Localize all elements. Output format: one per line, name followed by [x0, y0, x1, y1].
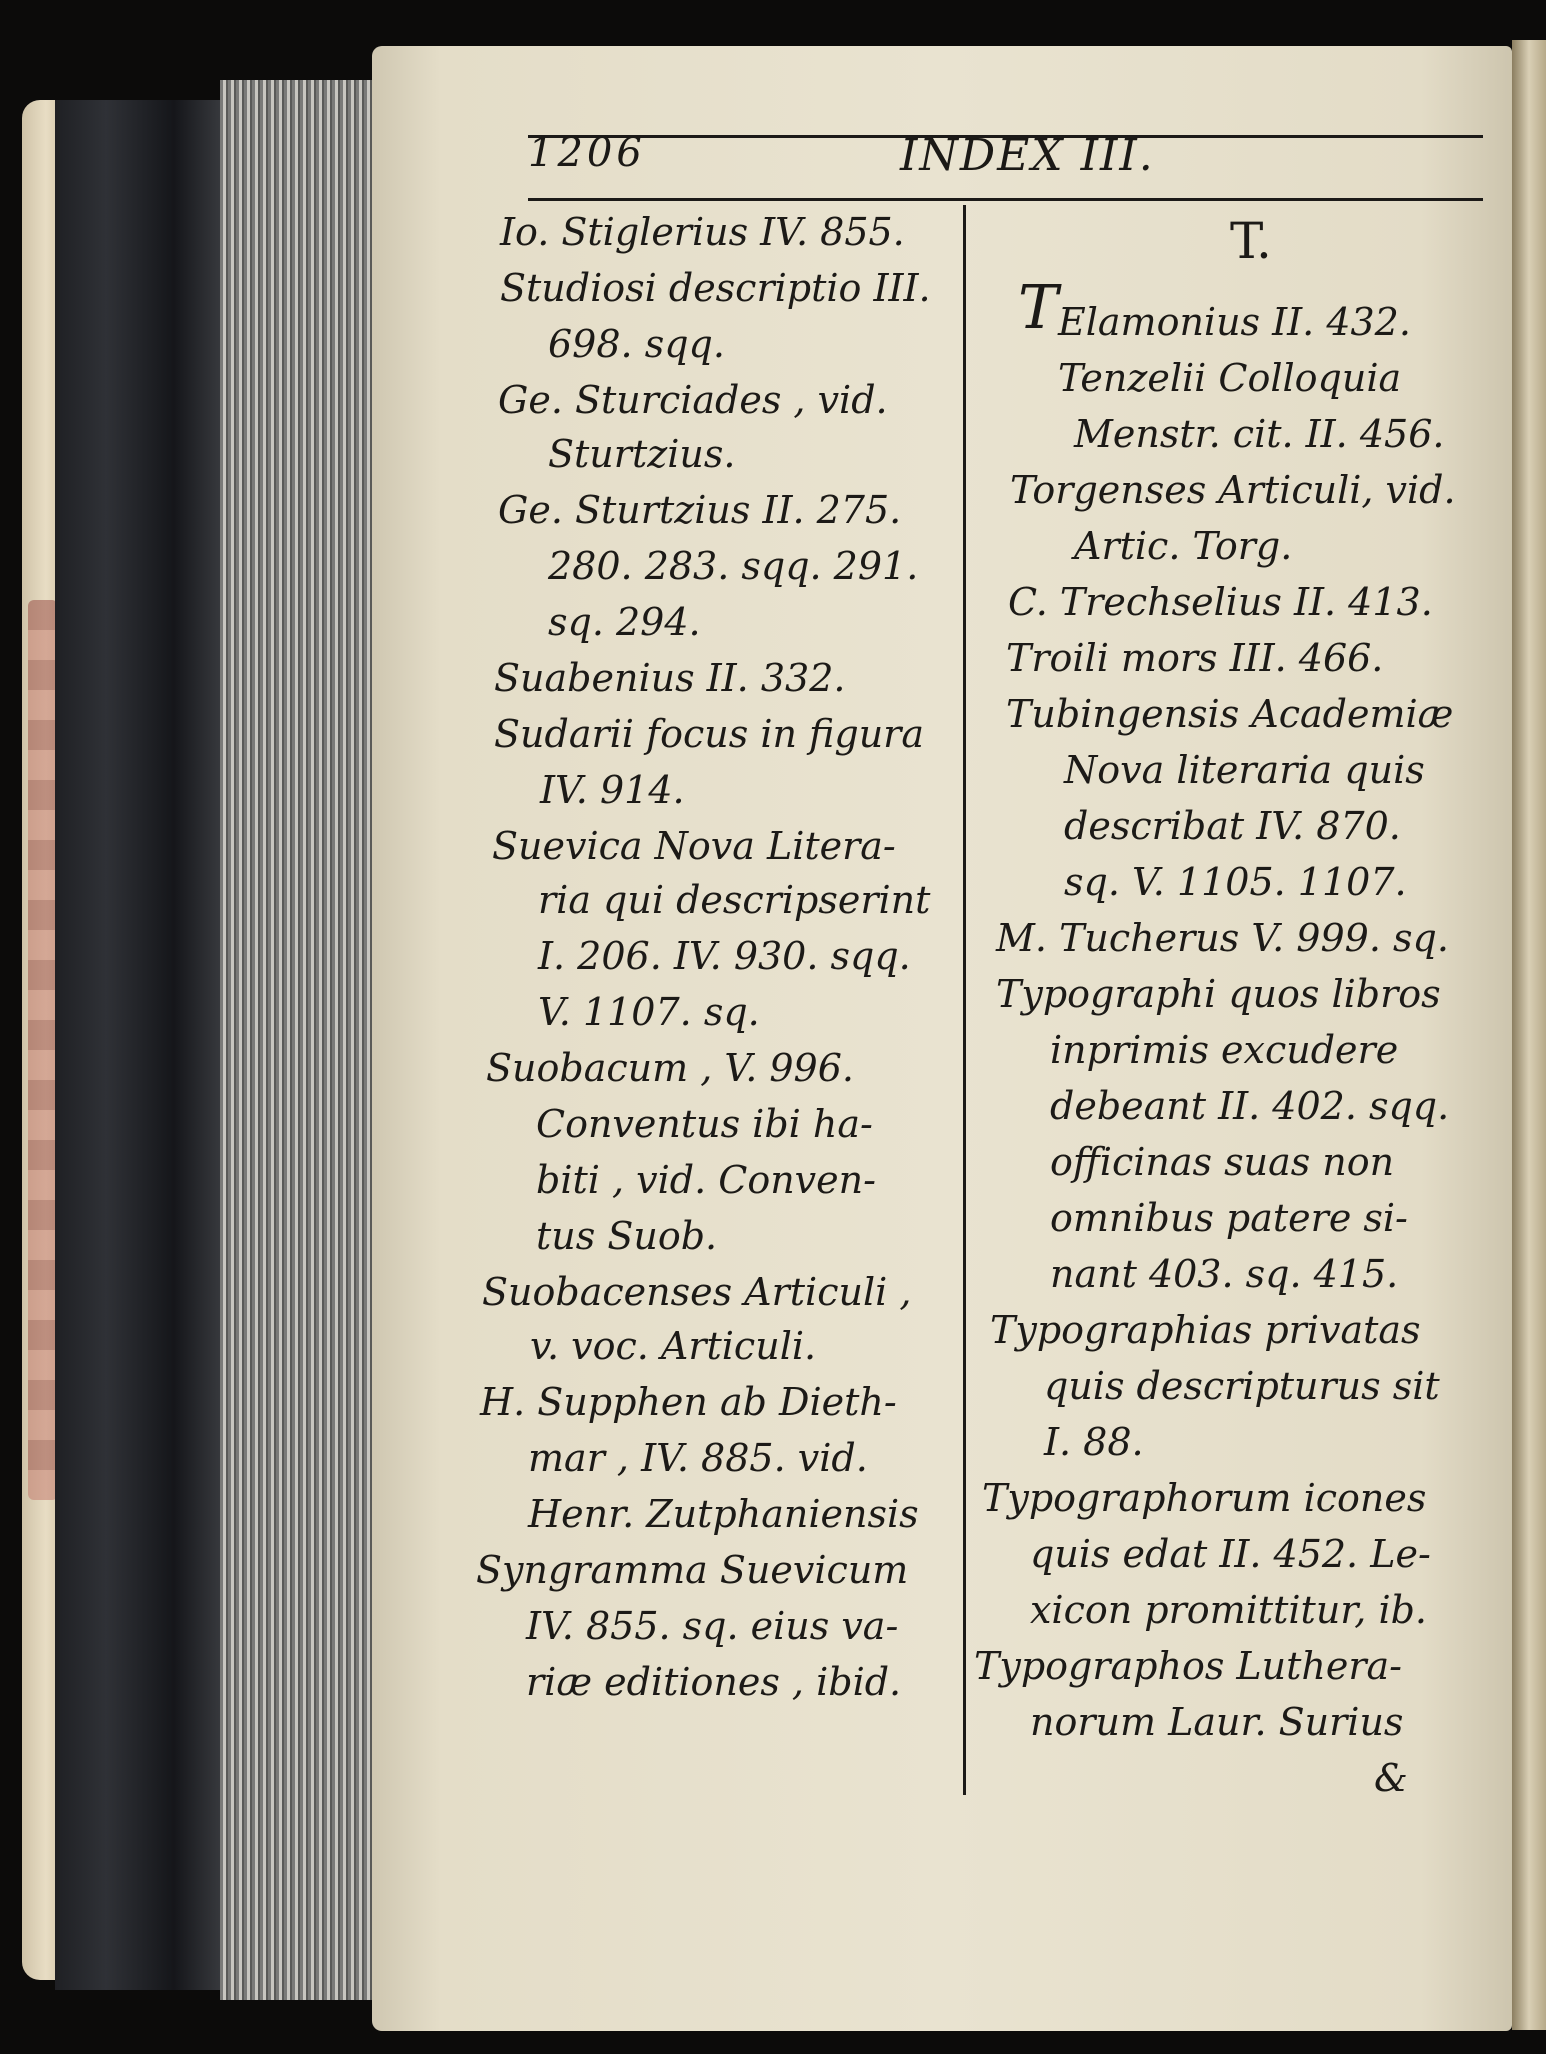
catchword: & — [1374, 1756, 1408, 1800]
index-line: debeant II. 402. sqq. — [1050, 1084, 1450, 1128]
index-line: Suevica Nova Litera- — [492, 824, 896, 868]
index-line: Syngramma Suevicum — [476, 1548, 909, 1592]
index-line: Tubingensis Academiæ — [1006, 692, 1454, 736]
index-line: norum Laur. Surius — [1030, 1700, 1404, 1744]
index-line: Conventus ibi ha- — [536, 1102, 873, 1146]
index-line: riæ editiones , ibid. — [526, 1660, 902, 1704]
index-line: Ge. Sturciades , vid. — [498, 378, 888, 422]
index-line: Ge. Sturtzius II. 275. — [498, 488, 902, 532]
index-line: Sturtzius. — [548, 432, 736, 476]
index-line: Typographi quos libros — [996, 972, 1441, 1016]
index-line: sq. 294. — [548, 600, 701, 644]
spine-ornament — [28, 600, 58, 1500]
index-line: Suobacum , V. 996. — [486, 1046, 854, 1090]
index-line: Troili mors III. 466. — [1006, 636, 1384, 680]
index-line: IV. 914. — [540, 768, 685, 812]
index-line: biti , vid. Conven- — [536, 1158, 876, 1202]
index-line: I. 88. — [1044, 1420, 1144, 1464]
index-line: Sudarii focus in figura — [494, 712, 924, 756]
index-line: Tenzelii Colloquia — [1058, 356, 1402, 400]
index-line: Menstr. cit. II. 456. — [1074, 412, 1445, 456]
index-line: M. Tucherus V. 999. sq. — [996, 916, 1449, 960]
page-header — [528, 130, 1488, 190]
index-line: Suobacenses Articuli , — [482, 1270, 912, 1314]
index-line: Artic. Torg. — [1074, 524, 1293, 568]
page-number: 1206 — [528, 130, 646, 176]
index-line: quis descripturus sit — [1044, 1364, 1440, 1408]
index-line: officinas suas non — [1050, 1140, 1395, 1184]
column-divider — [963, 205, 966, 1795]
index-line: nant 403. sq. 415. — [1050, 1252, 1399, 1296]
index-line: Typographos Luthera- — [974, 1644, 1403, 1688]
facing-page-edge — [1512, 40, 1546, 2030]
drop-capital: T — [1018, 273, 1059, 343]
index-line: inprimis excudere — [1050, 1028, 1399, 1072]
index-line: v. voc. Articuli. — [530, 1324, 817, 1368]
index-line: describat IV. 870. — [1064, 804, 1401, 848]
header-rule-bottom — [528, 198, 1483, 201]
index-line: ria qui descripserint — [538, 878, 931, 922]
index-line: 280. 283. sqq. 291. — [548, 544, 919, 588]
index-line: Io. Stiglerius IV. 855. — [500, 210, 905, 254]
index-line: H. Supphen ab Dieth- — [480, 1380, 897, 1424]
index-line: V. 1107. sq. — [538, 990, 760, 1034]
index-line: Studiosi descriptio III. — [500, 266, 931, 310]
index-line: tus Suob. — [536, 1214, 718, 1258]
index-line: Typographias privatas — [990, 1308, 1421, 1352]
index-line: sq. V. 1105. 1107. — [1064, 860, 1407, 904]
index-line: Elamonius II. 432. — [1058, 300, 1411, 344]
index-line: IV. 855. sq. eius va- — [526, 1604, 899, 1648]
index-line: Nova literaria quis — [1064, 748, 1425, 792]
index-line: 698. sqq. — [548, 322, 725, 366]
index-line: Torgenses Articuli, vid. — [1010, 468, 1456, 512]
index-line: Suabenius II. 332. — [494, 656, 846, 700]
index-line: mar , IV. 885. vid. — [528, 1436, 868, 1480]
index-line: xicon promittitur, ib. — [1030, 1588, 1427, 1632]
section-letter: T. — [1230, 212, 1272, 270]
index-line: quis edat II. 452. Le- — [1030, 1532, 1431, 1576]
index-line: I. 206. IV. 930. sqq. — [538, 934, 911, 978]
running-title: INDEX III. — [900, 130, 1155, 181]
index-line: Henr. Zutphaniensis — [528, 1492, 919, 1536]
page-block-edge — [220, 80, 380, 2000]
book-cover-edge — [55, 100, 225, 1990]
index-line: Typographorum icones — [982, 1476, 1427, 1520]
index-line: omnibus patere si- — [1050, 1196, 1408, 1240]
index-line: C. Trechselius II. 413. — [1008, 580, 1433, 624]
